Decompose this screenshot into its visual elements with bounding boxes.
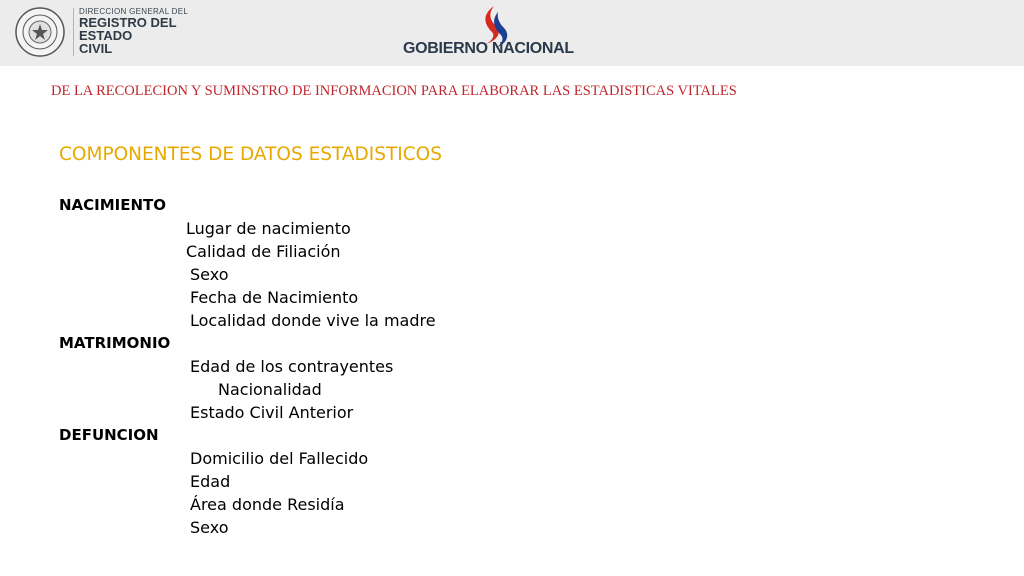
list-item: Lugar de nacimiento — [186, 219, 351, 238]
list-item: Nacionalidad — [218, 380, 322, 399]
list-item: Sexo — [190, 265, 229, 284]
subtitle: DE LA RECOLECION Y SUMINSTRO DE INFORMACION PARA ELABORAR LAS ESTADISTICAS VITALES — [51, 83, 737, 99]
registro-line2: REGISTRO DEL — [79, 15, 177, 30]
registro-civil-logo — [79, 7, 188, 55]
registro-line1: DIRECCION GENERAL DEL — [79, 7, 189, 16]
list-item: Área donde Residía — [190, 495, 345, 514]
national-seal-icon — [14, 6, 66, 58]
list-item: Domicilio del Fallecido — [190, 449, 369, 468]
list-item: Edad de los contrayentes — [190, 357, 394, 376]
matrimonio-heading: MATRIMONIO — [59, 334, 171, 352]
registro-line4: CIVIL — [79, 41, 113, 56]
nacimiento-heading: NACIMIENTO — [59, 196, 167, 214]
list-item: Sexo — [190, 518, 229, 537]
header-band — [0, 0, 1024, 66]
list-item: Edad — [190, 472, 231, 491]
list-item: Calidad de Filiación — [186, 242, 341, 261]
list-item: Localidad donde vive la madre — [190, 311, 436, 330]
header-divider — [73, 8, 74, 56]
list-item: Fecha de Nacimiento — [190, 288, 359, 307]
registro-line3: ESTADO — [79, 28, 133, 43]
defuncion-heading: DEFUNCION — [59, 426, 159, 444]
section-title: COMPONENTES DE DATOS ESTADISTICOS — [59, 144, 442, 165]
list-item: Estado Civil Anterior — [190, 403, 354, 422]
gobierno-nacional-logo: GOBIERNO NACIONAL — [403, 40, 574, 57]
